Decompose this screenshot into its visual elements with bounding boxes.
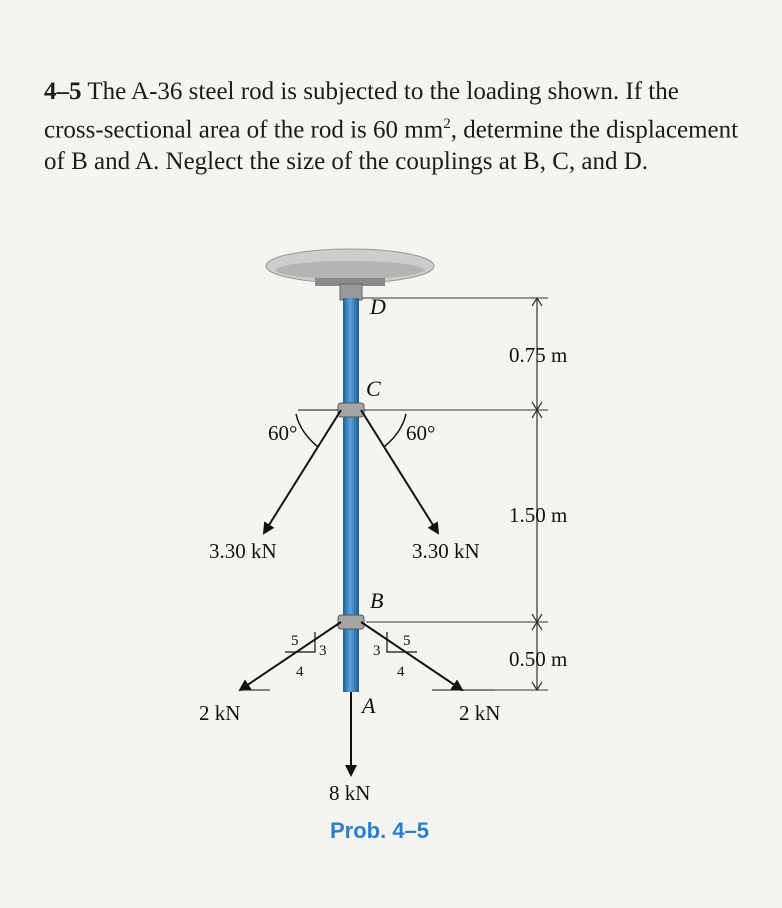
load-bottom: 8 kN (329, 781, 371, 805)
slope-right-5: 5 (403, 633, 411, 649)
load-b-left: 2 kN (199, 701, 241, 725)
load-c-left: 3.30 kN (209, 539, 277, 563)
dim-middle: 1.50 m (509, 503, 568, 527)
coupling-b (338, 615, 364, 629)
angle-right: 60° (406, 421, 436, 445)
load-c-right: 3.30 kN (412, 539, 480, 563)
top-bracket-block (340, 284, 362, 300)
angle-arc-right (384, 414, 406, 447)
slope-left-5: 5 (291, 633, 299, 649)
label-a: A (362, 693, 376, 718)
slope-left-4: 4 (296, 664, 304, 680)
label-d: D (370, 294, 386, 319)
label-c: C (366, 376, 381, 401)
superscript-2: 2 (443, 116, 451, 132)
label-b: B (370, 588, 384, 613)
angle-left: 60° (268, 421, 298, 445)
problem-number: 4–5 (44, 78, 82, 105)
problem-text-part1: The A-36 steel rod is subjected to the loading shown. If the cross-sectional area of the rod is 60 mm (44, 78, 679, 144)
coupling-c (338, 403, 364, 417)
slope-left-3: 3 (319, 643, 327, 659)
ceiling-support-shade (276, 261, 424, 279)
dim-bottom: 0.50 m (509, 647, 568, 671)
figure-caption: Prob. 4–5 (330, 818, 430, 843)
slope-right-3: 3 (373, 643, 381, 659)
slope-right-4: 4 (397, 664, 405, 680)
angle-arc-left (296, 414, 318, 447)
steel-rod (343, 298, 359, 692)
load-b-right: 2 kN (459, 701, 501, 725)
problem-text-part2: , determine the displacement of B and A. Neglect the size of the couplings at B, C, and D. (44, 116, 739, 176)
dim-top: 0.75 m (509, 343, 568, 367)
